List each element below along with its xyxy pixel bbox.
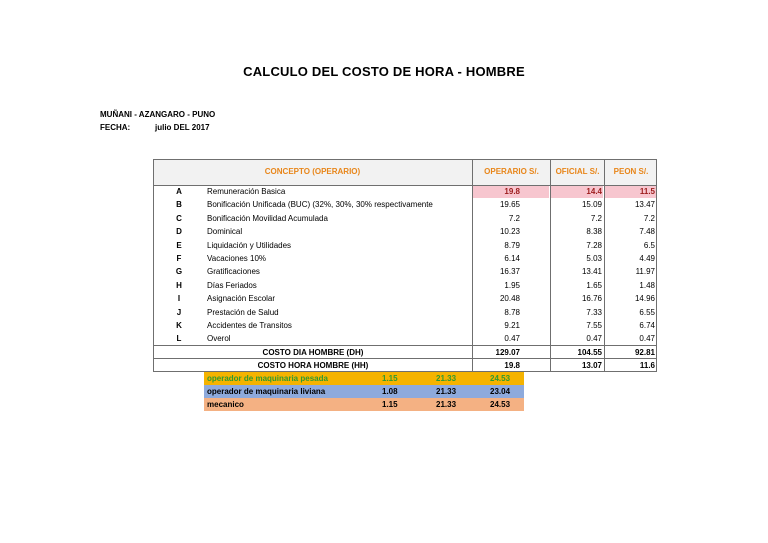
extra-row	[204, 398, 524, 411]
row-peon-value: 1.48	[639, 281, 655, 290]
row-oficial-value: 1.65	[586, 281, 602, 290]
row-oficial-value: 7.33	[586, 308, 602, 317]
row-concept: Bonificación Unificada (BUC) (32%, 30%, 30% respectivamente	[207, 200, 433, 209]
extra-row	[204, 372, 524, 385]
row-concept: Prestación de Salud	[207, 308, 279, 317]
row-peon-value: 6.55	[639, 308, 655, 317]
header-oficial: OFICIAL S/.	[555, 167, 600, 176]
extra-label: mecanico	[207, 400, 244, 409]
row-peon-value: 6.5	[643, 241, 655, 250]
row-concept: Asignación Escolar	[207, 294, 276, 303]
row-peon-value: 11.5	[639, 187, 655, 196]
row-peon-value: 13.47	[634, 200, 655, 209]
row-peon-value: 7.48	[639, 227, 655, 236]
extra-label: operador de maquinaria liviana	[207, 387, 326, 396]
date-label: FECHA:	[100, 123, 131, 132]
row-oficial-value: 13.41	[581, 267, 602, 276]
row-oficial-value: 14.4	[586, 187, 602, 196]
total-peon: 11.6	[639, 361, 655, 370]
extra-factor: 1.08	[382, 387, 398, 396]
row-letter: F	[176, 254, 182, 263]
row-operario-value: 20.48	[499, 294, 520, 303]
row-concept: Remuneración Basica	[207, 187, 286, 196]
row-oficial-value: 7.2	[590, 214, 602, 223]
row-peon-value: 14.96	[634, 294, 655, 303]
extra-result: 23.04	[490, 387, 511, 396]
row-operario-value: 6.14	[504, 254, 520, 263]
row-letter: E	[176, 241, 182, 250]
row-operario-value: 19.8	[504, 187, 520, 196]
extra-result: 24.53	[490, 400, 511, 409]
extra-result: 24.53	[490, 374, 511, 383]
col-divider	[472, 159, 473, 372]
row-concept: Accidentes de Transitos	[207, 321, 292, 330]
row-letter: A	[176, 187, 182, 196]
extra-row	[204, 385, 524, 398]
row-oficial-value: 0.47	[586, 334, 602, 343]
total-label: COSTO DIA HOMBRE (DH)	[262, 348, 364, 357]
date-value: julio DEL 2017	[155, 123, 210, 132]
row-concept: Días Feriados	[207, 281, 257, 290]
total-peon: 92.81	[634, 348, 655, 357]
extra-factor: 1.15	[382, 374, 398, 383]
extra-label: operador de maquinaria pesada	[207, 374, 328, 383]
extra-base: 21.33	[436, 374, 457, 383]
total-oficial: 13.07	[581, 361, 602, 370]
row-letter: J	[176, 308, 182, 317]
row-letter: D	[176, 227, 182, 236]
extra-factor: 1.15	[382, 400, 398, 409]
row-operario-value: 7.2	[508, 214, 520, 223]
row-operario-value: 9.21	[504, 321, 520, 330]
row-operario-value: 19.65	[499, 200, 520, 209]
col-divider	[604, 159, 605, 372]
page-title: CALCULO DEL COSTO DE HORA - HOMBRE	[243, 64, 525, 79]
row-oficial-value: 5.03	[586, 254, 602, 263]
row-peon-value: 4.49	[639, 254, 655, 263]
row-operario-value: 16.37	[499, 267, 520, 276]
total-label: COSTO HORA HOMBRE (HH)	[257, 361, 369, 370]
row-letter: G	[175, 267, 183, 276]
row-operario-value: 8.79	[504, 241, 520, 250]
row-operario-value: 1.95	[504, 281, 520, 290]
row-oficial-value: 7.55	[586, 321, 602, 330]
row-oficial-value: 15.09	[581, 200, 602, 209]
row-concept: Vacaciones 10%	[207, 254, 266, 263]
row-letter: K	[176, 321, 182, 330]
col-divider	[550, 159, 551, 372]
row-letter: L	[176, 334, 182, 343]
header-operario: OPERARIO S/.	[484, 167, 539, 176]
extra-base: 21.33	[436, 387, 457, 396]
row-concept: Gratificaciones	[207, 267, 260, 276]
row-operario-value: 0.47	[504, 334, 520, 343]
header-peon: PEON S/.	[613, 167, 649, 176]
location-label: MUÑANI - AZANGARO - PUNO	[100, 110, 216, 119]
row-oficial-value: 7.28	[586, 241, 602, 250]
row-operario-value: 10.23	[499, 227, 520, 236]
row-peon-value: 0.47	[639, 334, 655, 343]
row-oficial-value: 8.38	[586, 227, 602, 236]
extra-base: 21.33	[436, 400, 457, 409]
row-peon-value: 7.2	[643, 214, 655, 223]
row-oficial-value: 16.76	[581, 294, 602, 303]
row-peon-value: 6.74	[639, 321, 655, 330]
row-operario-value: 8.78	[504, 308, 520, 317]
row-concept: Overol	[207, 334, 231, 343]
row-letter: I	[177, 294, 181, 303]
row-concept: Bonificación Movilidad Acumulada	[207, 214, 328, 223]
row-letter: H	[176, 281, 182, 290]
row-peon-value: 11.97	[635, 267, 655, 276]
total-operario: 129.07	[495, 348, 520, 357]
total-oficial: 104.55	[577, 348, 602, 357]
header-concepto: CONCEPTO (OPERARIO)	[264, 167, 361, 176]
total-operario: 19.8	[504, 361, 520, 370]
row-letter: C	[176, 214, 182, 223]
row-concept: Liquidación y Utilidades	[207, 241, 292, 250]
row-concept: Dominical	[207, 227, 243, 236]
row-letter: B	[176, 200, 182, 209]
